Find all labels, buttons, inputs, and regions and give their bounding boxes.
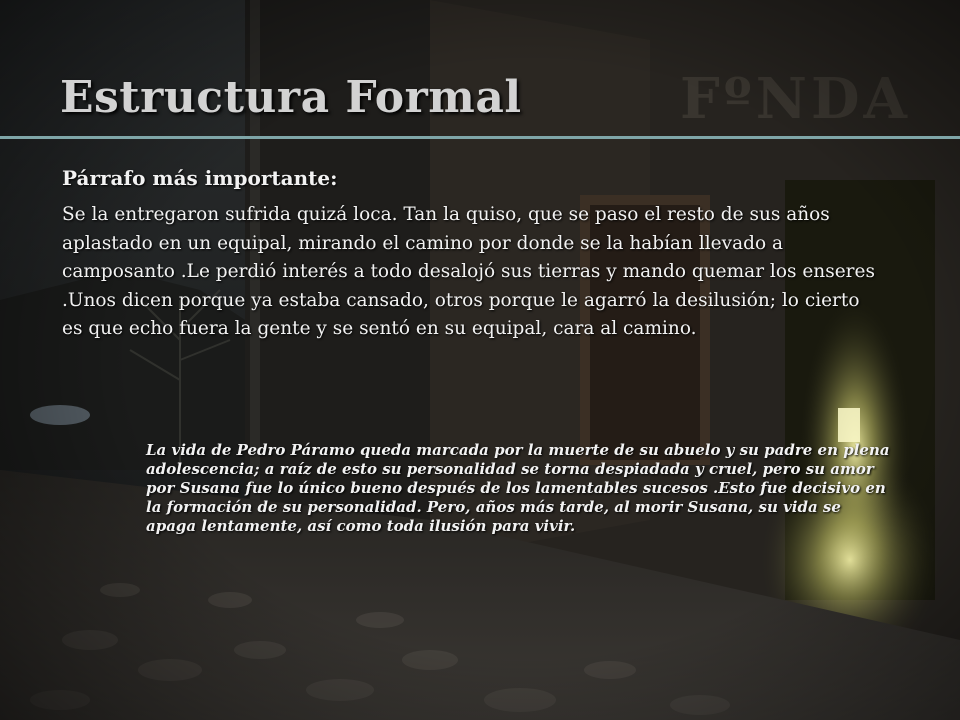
analysis-paragraph: La vida de Pedro Páramo queda marcada por la muerte de su abuelo y su padre en plena adolescencia; a raíz de esto su personalidad se torna despiadada y cruel, pero su amor por Susana fue lo único bueno después de los lamentables sucesos .Esto fue decisivo en la formación de su personalidad. Pero, años más tarde, al morir Susana, su vida se apaga lentamente, así como toda ilusión para vivir. (146, 441, 890, 535)
main-paragraph: Se la entregaron sufrida quizá loca. Tan la quiso, que se paso el resto de sus años aplastado en un equipal, mirando el camino por donde se la habían llevado a camposanto .Le perdió interés a todo desalojó sus tierras y mando quemar los enseres .Unos dicen porque ya estaba cansado, otros porque le agarró la desilusión; lo cierto es que echo fuera la gente y se sentó en su equipal, cara al camino. (62, 204, 875, 339)
title-divider (0, 136, 960, 139)
slide-title: Estructura Formal (60, 72, 522, 123)
subheading: Párrafo más importante: (62, 166, 338, 190)
